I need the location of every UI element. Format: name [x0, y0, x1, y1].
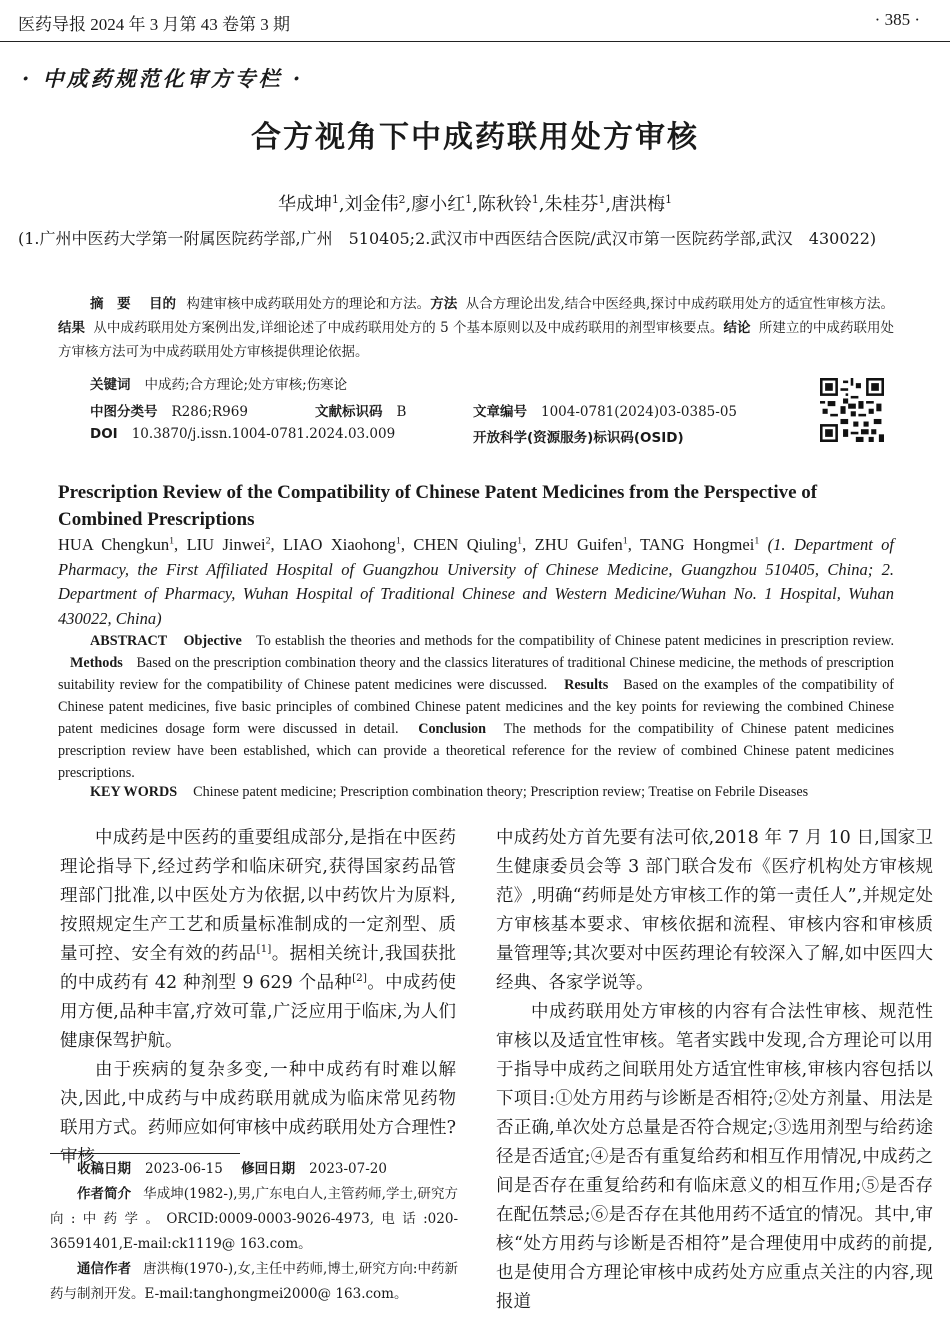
page-number: · 385 ·	[874, 10, 920, 29]
body-column-right	[496, 824, 933, 1317]
article-number: 文章编号 1004-0781(2024)03-0385-05	[473, 404, 738, 420]
document-code: 文献标识码 B	[315, 404, 407, 420]
body-paragraph: 中成药联用处方审核的内容有合法性审核、规范性审核以及适宜性审核。笔者实践中发现,合方理论可以用于指导中成药之间联用处方适宜性审核,审核内容包括以下项目:①处方用药与诊断是否相符;②处方剂量、用法是否正确,单次处方总量是否符合规定;③选用剂型与给药途径是否适宜;④是否有重复给药和相互作用情况,中成药之间是否存在重复给药和有临床意义的相互作用;⑤是否存在配伍禁忌;⑥是否存在其他用药不适宜的情况。其中,审核“处方用药与诊断是否相符”是合理使用中成药的前提,也是使用合方理论审核中成药处方应重点关注的内容,现报道	[496, 1002, 933, 1312]
keywords-en: KEY WORDS Chinese patent medicine; Prescription combination theory; Prescription review; Treatise on Febrile Diseases	[90, 784, 809, 800]
footnote: 收稿日期 2023-06-15 修回日期 2023-07-20 作者简介 华成坤(1982-),男,广东电白人,主管药师,学士,研究方向:中药学。ORCID:0009-0003-9026-4973,电话:020-36591401,E-mail:ck1119@ 163.com。 通信作者 唐洪梅(1970-),女,主任中药师,博士,研究方向:中药新药与制剂开发。E-mail:tanghongmei2000@ 163.com。	[50, 1161, 459, 1302]
body-paragraph: 中成药是中医药的重要组成部分,是指在中医药理论指导下,经过药学和临床研究,获得国家药品管理部门批准,以中医处方为依据,以中药饮片为原料,按照规定生产工艺和质量标准制成的一定剂型、质量可控、安全有效的药品[1]。据相关统计,我国获批的中成药有 42 种剂型 9 629 个品种[2]。中成药使用方便,品种丰富,疗效可靠,广泛应用于临床,为人们健康保驾护航。	[60, 828, 457, 1051]
journal-issue-header: 医药导报 2024 年 3 月第 43 卷第 3 期	[18, 15, 290, 34]
english-authors: HUA Chengkun$^1$, LIU Jinwei$^2$, LIAO Xiaohong$^1$, CHEN Qiuling$^1$, ZHU Guifen$^1$, TANG Hongmei$^1$ (1. Department of Pharmacy, the First Affiliated Hospital of Guangzhou University of Chinese Medicine, Guangzhou 510405, China; 2. Department of Pharmacy, Wuhan Hospital of Traditional Chinese and Western Medicine/Wuhan No. 1 Hospital, Wuhan 430022, China)	[58, 535, 895, 628]
classification-number: 中图分类号 R286;R969	[90, 404, 248, 420]
affiliation: (1.广州中医药大学第一附属医院药学部,广州 510405;2.武汉市中西医结合医院/武汉市第一医院药学部,武汉 430022)	[18, 229, 877, 248]
english-affiliation: (1. Department of Pharmacy, the First Affiliated Hospital of Guangzhou University of Chinese Medicine, Guangzhou 510405, China; 2. Department of Pharmacy, Wuhan Hospital of Traditional Chinese and Western Medicine/Wuhan No. 1 Hospital, Wuhan 430022, China)	[58, 535, 895, 628]
header-rule	[0, 41, 950, 42]
column-tag: · 中成药规范化审方专栏 ·	[22, 66, 304, 91]
footnote-rule	[50, 1153, 240, 1154]
english-title: Prescription Review of the Compatibility of Chinese Patent Medicines from the Perspective of Combined Prescriptions	[58, 482, 818, 530]
author-list: 华成坤$^1$,刘金伟$^2$,廖小红$^1$,陈秋铃$^1$,朱桂芬$^1$,唐洪梅$^1$	[278, 193, 672, 215]
keywords-zh: 关键词 中成药;合方理论;处方审核;伤寒论	[90, 377, 348, 393]
body-column-left	[60, 824, 456, 1172]
doi: DOI 10.3870/j.issn.1004-0781.2024.03.009	[90, 426, 396, 442]
abstract-zh: 摘 要 目的 构建审核中成药联用处方的理论和方法。方法 从合方理论出发,结合中医经典,探讨中成药联用处方的适宜性审核方法。结果 从中成药联用处方案例出发,详细论述了中成药联用处方的 5 个基本原则以及中成药联用的剂型审核要点。结论 所建立的中成药联用处方审核方法可为中成药联用处方审核提供理论依据。	[58, 296, 895, 360]
abstract-en: ABSTRACT Objective To establish the theories and methods for the compatibility of Chinese patent medicines in prescription review. Methods Based on the prescription combination theory and the classics literatures of traditional Chinese medicine, the methods of prescription suitability review for the compatibility of Chinese patent medicines were discussed. Results Based on the examples of the compatibility of Chinese patent medicines, five basic principles of combined Chinese patent medicines and the key points for reviewing the combined Chinese patent medicines dosage form were discussed in detail. Conclusion The methods for the compatibility of Chinese patent medicines prescription review have been established, which can provide a theoretical reference for the review of combined Chinese patent medicines prescriptions.	[58, 633, 895, 781]
body-paragraph: 由于疾病的复杂多变,一种中成药有时难以解决,因此,中成药与中成药联用就成为临床常见药物联用方式。药师应如何审核中成药联用处方合理性? 审核	[60, 1060, 456, 1167]
osid-label: 开放科学(资源服务)标识码(OSID)	[473, 430, 684, 446]
article-title: 合方视角下中成药联用处方审核	[251, 120, 699, 155]
osid-qr-code-icon[interactable]	[820, 378, 884, 442]
body-paragraph: 中成药处方首先要有法可依,2018 年 7 月 10 日,国家卫生健康委员会等 3 部门联合发布《医疗机构处方审核规范》,明确“药师是处方审核工作的第一责任人”,并规定处方审核基本要求、审核依据和流程、审核内容和审核质量管理等;其次要对中医药理论有较深入了解,如中医四大经典、各家学说等。	[496, 828, 933, 993]
